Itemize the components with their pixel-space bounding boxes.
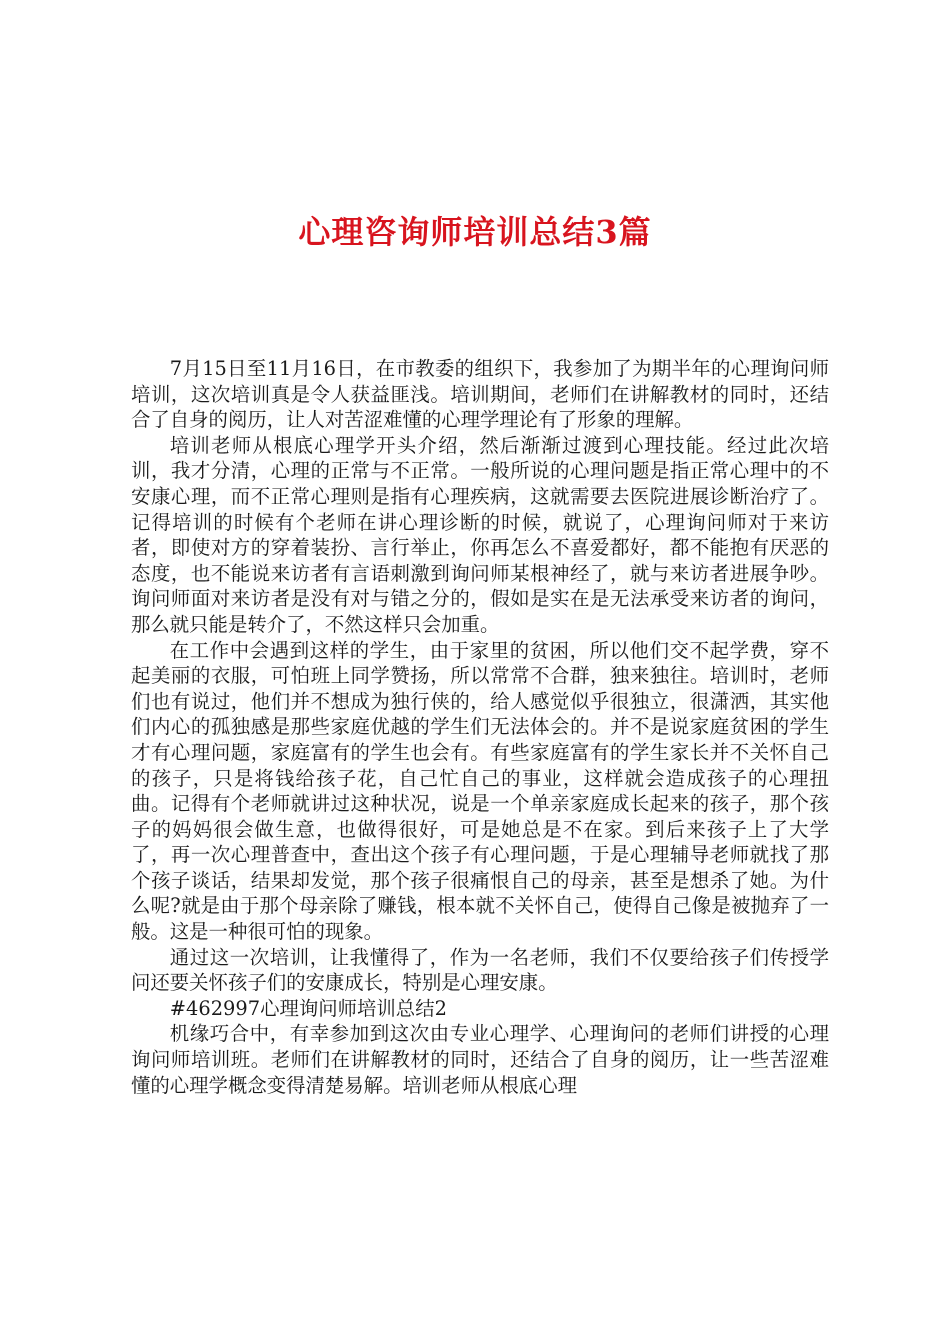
- paragraph-1: 7月15日至11月16日，在市教委的组织下，我参加了为期半年的心理询问师培训，这次培训真是令人获益匪浅。培训期间，老师们在讲解教材的同时，还结合了自身的阅历，让人对苦涩难懂的心理学理论有了形象的理解。: [131, 357, 829, 432]
- document-title: 心理咨询师培训总结3篇: [298, 213, 652, 251]
- paragraph-2: 培训老师从根底心理学开头介绍，然后渐渐过渡到心理技能。经过此次培训，我才分清，心理的正常与不正常。一般所说的心理问题是指正常心理中的不安康心理，而不正常心理则是指有心理疾病，这就需要去医院进展诊断治疗了。记得培训的时候有个老师在讲心理诊断的时候，就说了，心理询问师对于来访者，即使对方的穿着装扮、言行举止，你再怎么不喜爱都好，都不能抱有厌恶的态度，也不能说来访者有言语刺激到询问师某根神经了，就与来访者进展争吵。询问师面对来访者是没有对与错之分的，假如是实在是无法承受来访者的询问，那么就只能是转介了，不然这样只会加重。: [131, 433, 829, 636]
- paragraph-4: 通过这一次培训，让我懂得了，作为一名老师，我们不仅要给孩子们传授学问还要关怀孩子们的安康成长，特别是心理安康。: [131, 945, 829, 995]
- paragraph-3: 在工作中会遇到这样的学生，由于家里的贫困，所以他们交不起学费，穿不起美丽的衣服，可怕班上同学赞扬，所以常常不合群，独来独往。培训时，老师们也有说过，他们并不想成为独行侠的，给人感觉似乎很独立，很潇洒，其实他们内心的孤独感是那些家庭优越的学生们无法体会的。并不是说家庭贫困的学生才有心理问题，家庭富有的学生也会有。有些家庭富有的学生家长并不关怀自己的孩子，只是将钱给孩子花，自己忙自己的事业，这样就会造成孩子的心理扭曲。记得有个老师就讲过这种状况，说是一个单亲家庭成长起来的孩子，那个孩子的妈妈很会做生意，也做得很好，可是她总是不在家。到后来孩子上了大学了，再一次心理普查中，查出这个孩子有心理问题，于是心理辅导老师就找了那个孩子谈话，结果却发觉，那个孩子很痛恨自己的母亲，甚至是想杀了她。为什么呢?就是由于那个母亲除了赚钱，根本就不关怀自己，使得自己像是被抛弃了一般。这是一种很可怕的现象。: [131, 638, 829, 944]
- document-body: [131, 356, 829, 1098]
- section-heading-2: #462997心理询问师培训总结2: [169, 996, 447, 1020]
- paragraph-5: 机缘巧合中，有幸参加到这次由专业心理学、心理询问的老师们讲授的心理询问师培训班。老师们在讲解教材的同时，还结合了自身的阅历，让一些苦涩难懂的心理学概念变得清楚易解。培训老师从根底心理: [131, 1022, 829, 1097]
